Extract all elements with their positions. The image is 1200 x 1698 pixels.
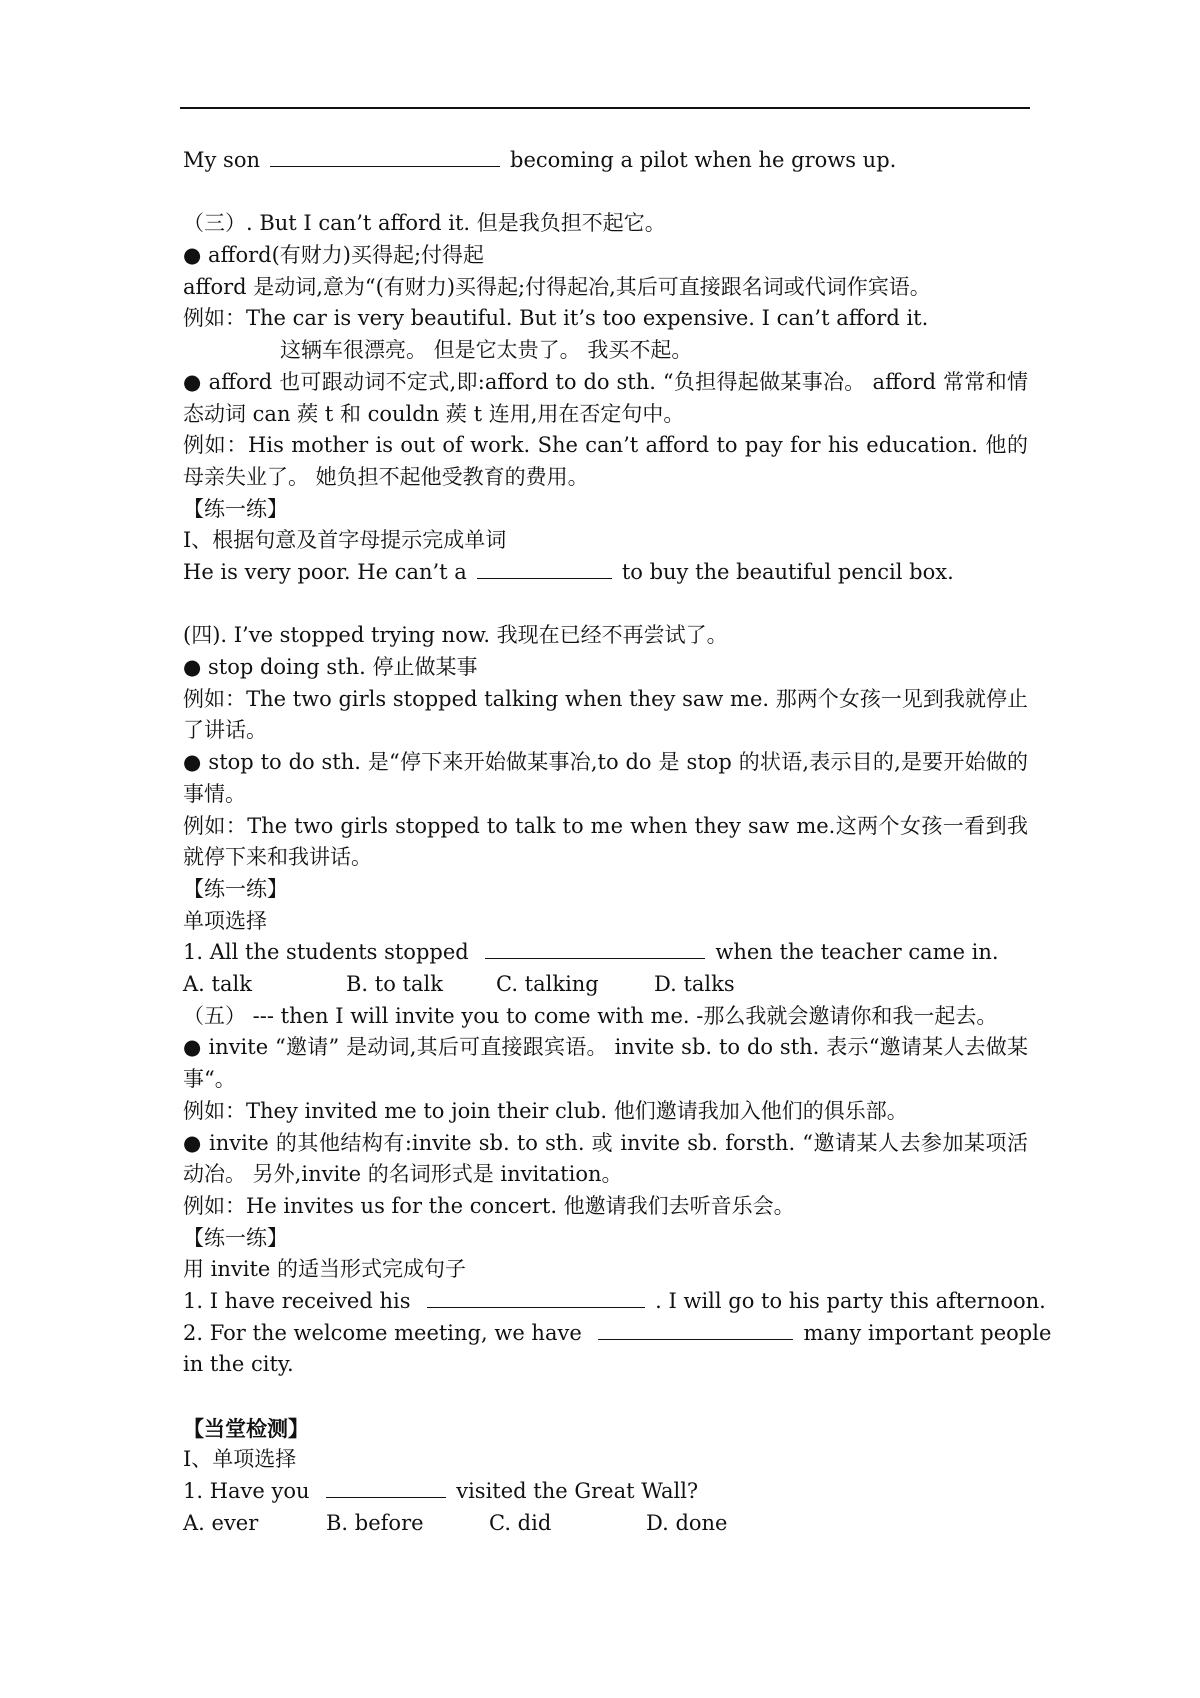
text-line	[183, 145, 1028, 177]
text-line	[183, 1476, 1028, 1508]
line-text: 1. Have you	[183, 1479, 317, 1504]
text-line: 【练一练】	[183, 1225, 288, 1250]
text-line: I、单项选择	[183, 1447, 297, 1472]
text-line: ● stop doing sth. 停止做某事	[183, 655, 478, 680]
answer-blank[interactable]	[477, 560, 612, 579]
choice-option: B. to talk	[346, 972, 443, 997]
answer-blank[interactable]	[427, 1289, 645, 1308]
choice-option: C. did	[489, 1510, 552, 1535]
choice-option: D. talks	[654, 972, 735, 997]
text-line: afford 是动词,意为“(有财力)买得起;付得起冶,其后可直接跟名词或代词作宾语。	[183, 274, 931, 299]
text-line: 例如：The two girls stopped talking when they saw me. 那两个女孩一见到我就停止了讲话。	[183, 686, 1028, 743]
line-text: many important people	[803, 1320, 1052, 1345]
text-line: in the city.	[183, 1352, 294, 1377]
text-line	[183, 557, 1028, 589]
text-line: I、根据句意及首字母提示完成单词	[183, 528, 507, 553]
line-text: 1. All the students stopped	[183, 940, 476, 965]
line-text: 1. I have received his	[183, 1288, 418, 1313]
answer-blank[interactable]	[326, 1479, 446, 1498]
answer-blank[interactable]	[485, 940, 705, 959]
blank-line	[183, 1381, 1028, 1413]
text-line: (四). I’ve stopped trying now. 我现在已经不再尝试了。	[183, 623, 728, 648]
text-line: 单项选择	[183, 908, 267, 933]
text-line: （三）. But I can’t afford it. 但是我负担不起它。	[183, 211, 666, 236]
text-line	[183, 1286, 1046, 1318]
text-line: 【当堂检测】	[183, 1415, 309, 1441]
text-line	[183, 937, 1028, 969]
text-line: 例如：The two girls stopped to talk to me when they saw me.这两个女孩一看到我就停下来和我讲话。	[183, 813, 1028, 870]
text-line: ● invite “邀请” 是动词,其后可直接跟宾语。 invite sb. to do sth. 表示“邀请某人去做某事“。	[183, 1035, 1028, 1092]
text-line	[183, 969, 1028, 1001]
line-text: 2. For the welcome meeting, we have	[183, 1320, 589, 1345]
blank-line	[183, 177, 1028, 209]
text-line: 【练一练】	[183, 496, 288, 521]
answer-blank[interactable]	[270, 148, 500, 167]
header-rule	[180, 107, 1030, 109]
line-text: to buy the beautiful pencil box.	[621, 560, 954, 584]
line-text: becoming a pilot when he grows up.	[510, 148, 897, 172]
choice-option: B. before	[326, 1510, 424, 1535]
text-line	[183, 1318, 1052, 1350]
blank-line	[183, 589, 1028, 621]
text-line: 用 invite 的适当形式完成句子	[183, 1257, 467, 1282]
line-text: He is very poor. He can’t a	[183, 560, 467, 584]
text-line: 例如：The car is very beautiful. But it’s too expensive. I can’t afford it.	[183, 306, 929, 331]
text-line: ● afford 也可跟动词不定式,即:afford to do sth. “负担得起做某事冶。 afford 常常和情态动词 can 蒺 t 和 couldn 蒺 t 连用,用在否定句中。	[183, 369, 1028, 426]
answer-blank[interactable]	[598, 1321, 793, 1340]
choice-option: D. done	[646, 1510, 728, 1535]
text-line: 这辆车很漂亮。 但是它太贵了。 我买不起。	[280, 338, 693, 363]
choice-option: A. talk	[183, 972, 252, 997]
choice-option: A. ever	[183, 1510, 259, 1535]
text-line	[183, 1508, 1028, 1540]
line-text: . I will go to his party this afternoon.	[655, 1288, 1046, 1313]
text-line: 【练一练】	[183, 876, 288, 901]
text-line: （五） --- then I will invite you to come with me. -那么我就会邀请你和我一起去。	[183, 1003, 998, 1028]
text-line: ● invite 的其他结构有:invite sb. to sth. 或 invite sb. forsth. “邀请某人去参加某项活动冶。 另外,invite 的名词形式是 invitation。	[183, 1130, 1028, 1187]
text-line: ● afford(有财力)买得起;付得起	[183, 243, 485, 268]
text-line: 例如：They invited me to join their club. 他们邀请我加入他们的俱乐部。	[183, 1098, 908, 1123]
document-body	[183, 145, 1052, 1539]
choice-option: C. talking	[496, 972, 599, 997]
line-text: visited the Great Wall?	[456, 1479, 699, 1504]
line-text: when the teacher came in.	[715, 940, 999, 965]
text-line: 例如：He invites us for the concert. 他邀请我们去听音乐会。	[183, 1193, 795, 1218]
text-line: 例如：His mother is out of work. She can’t afford to pay for his education. 他的母亲失业了。 她负担不起他受教育的费用。	[183, 433, 1028, 489]
text-line: ● stop to do sth. 是“停下来开始做某事冶,to do 是 stop 的状语,表示目的,是要开始做的事情。	[183, 750, 1028, 806]
line-text: My son	[183, 148, 260, 172]
